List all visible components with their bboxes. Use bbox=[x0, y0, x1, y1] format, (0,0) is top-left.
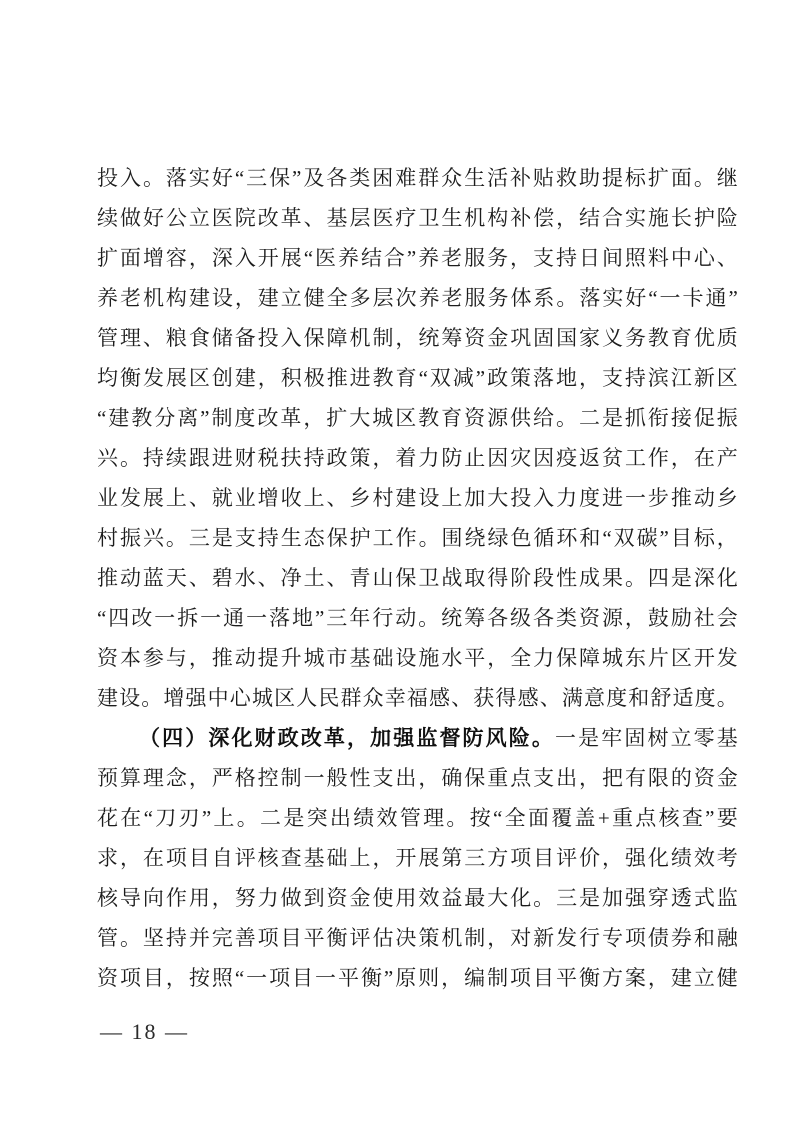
paragraph-line: 管。坚持并完善项目平衡评估决策机制，对新发行专项债券和融 bbox=[97, 926, 738, 950]
paragraph-line: 兴。持续跟进财税扶持政策，着力防止因灾因疫返贫工作，在产 bbox=[97, 446, 738, 470]
section-heading-line bbox=[97, 718, 738, 758]
body-text-column bbox=[97, 158, 738, 998]
paragraph-line: 养老机构建设，建立健全多层次养老服务体系。落实好“一卡通” bbox=[97, 286, 738, 310]
section-heading: （四）深化财政改革，加强监督防风险。 bbox=[139, 726, 556, 750]
paragraph-text: 一是牢固树立零基 bbox=[555, 726, 738, 750]
paragraph-line: 村振兴。三是支持生态保护工作。围绕绿色循环和“双碳”目标， bbox=[97, 526, 738, 550]
paragraph-line: 资项目，按照“一项目一平衡”原则，编制项目平衡方案，建立健 bbox=[97, 966, 738, 990]
paragraph-line: 推动蓝天、碧水、净土、青山保卫战取得阶段性成果。四是深化 bbox=[97, 566, 738, 590]
paragraph-line: 均衡发展区创建，积极推进教育“双减”政策落地，支持滨江新区 bbox=[97, 366, 738, 390]
paragraph-line: 核导向作用，努力做到资金使用效益最大化。三是加强穿透式监 bbox=[97, 886, 738, 910]
paragraph-line: 资本参与，推动提升城市基础设施水平，全力保障城东片区开发 bbox=[97, 646, 738, 670]
paragraph-line: 管理、粮食储备投入保障机制，统筹资金巩固国家义务教育优质 bbox=[97, 326, 738, 350]
paragraph-line: 花在“刀刃”上。二是突出绩效管理。按“全面覆盖+重点核查”要 bbox=[97, 806, 738, 830]
paragraph-line: 预算理念，严格控制一般性支出，确保重点支出，把有限的资金 bbox=[97, 766, 738, 790]
paragraph-line: 续做好公立医院改革、基层医疗卫生机构补偿，结合实施长护险 bbox=[97, 206, 738, 230]
paragraph-line: 求，在项目自评核查基础上，开展第三方项目评价，强化绩效考 bbox=[97, 846, 738, 870]
paragraph-line: 建设。增强中心城区人民群众幸福感、获得感、满意度和舒适度。 bbox=[97, 686, 738, 710]
page-number: — 18 — bbox=[100, 1019, 189, 1044]
paragraph-line: “建教分离”制度改革，扩大城区教育资源供给。二是抓衔接促振 bbox=[97, 406, 738, 430]
paragraph-line: “四改一拆一通一落地”三年行动。统筹各级各类资源，鼓励社会 bbox=[97, 606, 738, 630]
paragraph-line: 业发展上、就业增收上、乡村建设上加大投入力度进一步推动乡 bbox=[97, 486, 738, 510]
paragraph-line: 扩面增容，深入开展“医养结合”养老服务，支持日间照料中心、 bbox=[97, 246, 738, 270]
paragraph-line: 投入。落实好“三保”及各类困难群众生活补贴救助提标扩面。继 bbox=[97, 166, 738, 190]
